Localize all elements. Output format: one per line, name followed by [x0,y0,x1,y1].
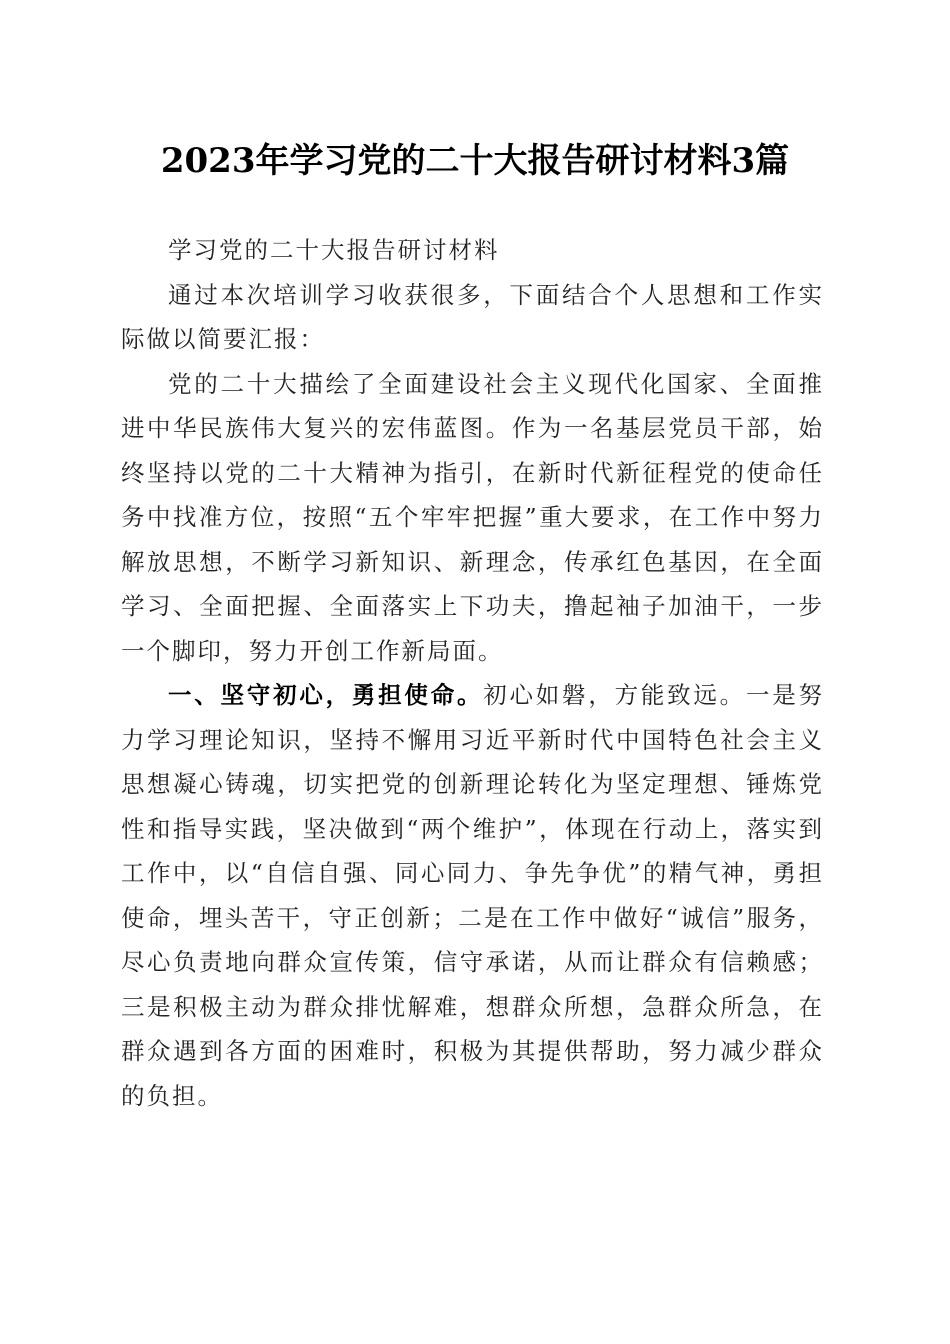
paragraph-intro: 通过本次培训学习收获很多，下面结合个人思想和工作实际做以简要汇报： [121,280,824,353]
paragraph-overview: 党的二十大描绘了全面建设社会主义现代化国家、全面推进中华民族伟大复兴的宏伟蓝图。作为一名基层党员干部，始终坚持以党的二十大精神为指引，在新时代新征程党的使命任务中找准方位，按照“五个牢牢把握”重大要求，在工作中努力解放思想，不断学习新知识、新理念，传承红色基因，在全面学习、全面把握、全面落实上下功夫，撸起袖子加油干，一步一个脚印，努力开创工作新局面。 [121,369,824,665]
section-1-body: 初心如磐，方能致远。一是努力学习理论知识，坚持不懈用习近平新时代中国特色社会主义思想凝心铸魂，切实把党的创新理论转化为坚定理想、锤炼党性和指导实践，坚决做到“两个维护”，体现在行动上，落实到工作中，以“自信自强、同心同力、争先争优”的精气神，勇担使命，埋头苦干，守正创新；二是在工作中做好“诚信”服务，尽心负责地向群众宣传策，信守承诺，从而让群众有信赖感；三是积极主动为群众排忧解难，想群众所想，急群众所急，在群众遇到各方面的困难时，积极为其提供帮助，努力减少群众的负担。 [121,681,824,1110]
document-title: 2023年学习党的二十大报告研讨材料3篇 [160,141,790,181]
paragraph-section-1 [121,673,824,1118]
document-body [121,228,824,1118]
document-subtitle: 学习党的二十大报告研讨材料 [168,236,500,264]
section-1-heading: 一、坚守初心，勇担使命。 [168,681,484,709]
